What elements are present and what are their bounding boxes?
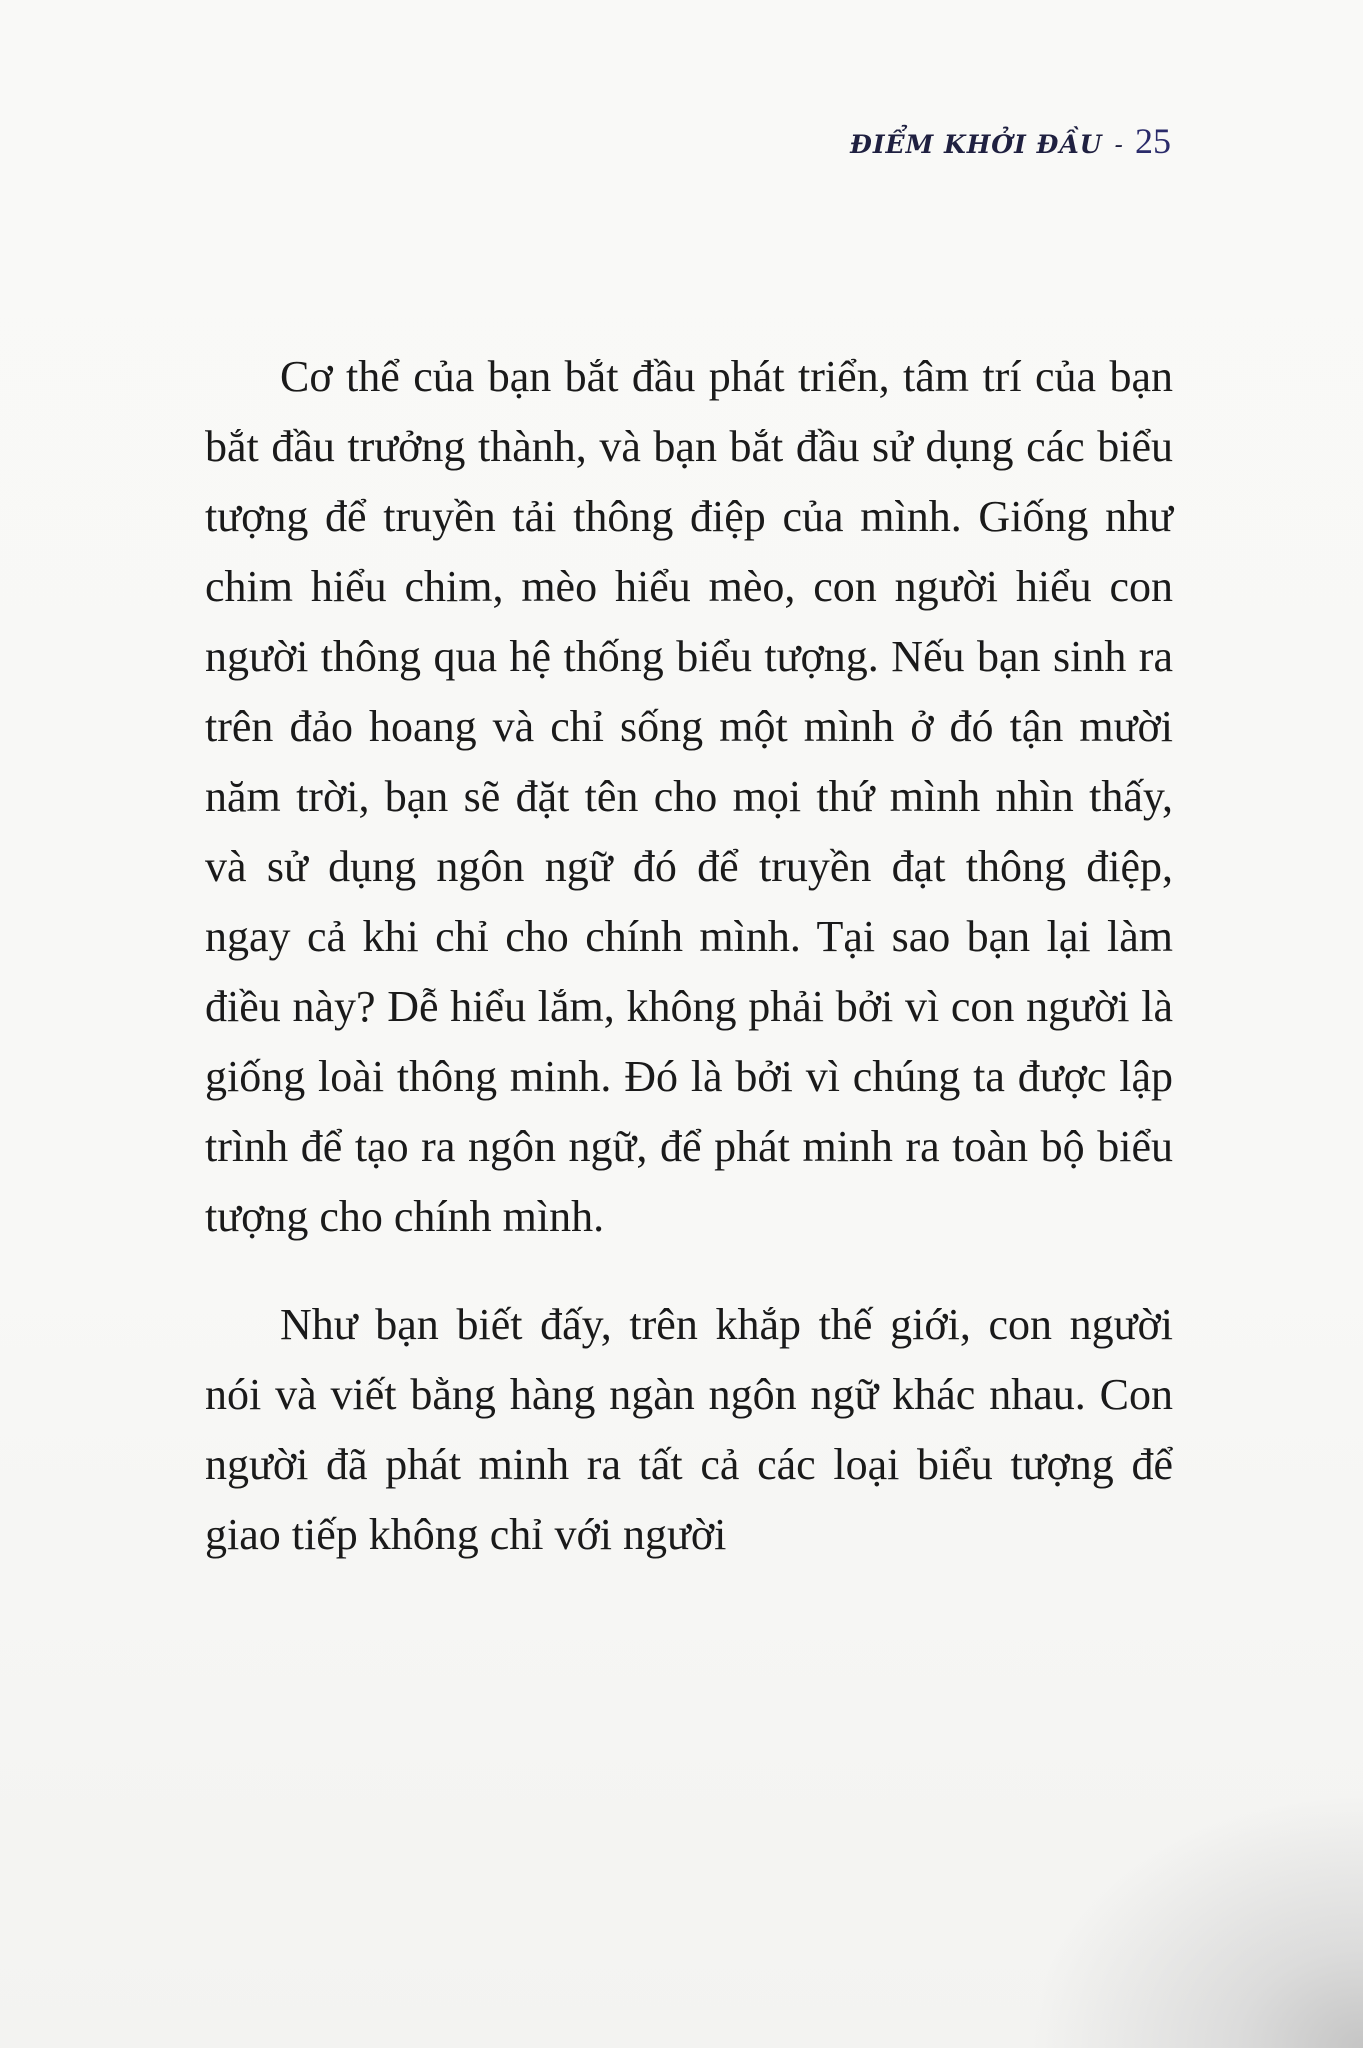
paragraph-2: Như bạn biết đấy, trên khắp thế giới, con người nói và viết bằng hàng ngàn ngôn ngữ khác nhau. Con người đã phát minh ra tất cả các loại biểu tượng để giao tiếp không chỉ với người: [205, 1300, 1173, 1559]
header-separator: -: [1114, 130, 1123, 159]
chapter-title: ĐIỂM KHỞI ĐẦU: [849, 130, 1103, 159]
paragraph-1: Cơ thể của bạn bắt đầu phát triển, tâm trí của bạn bắt đầu trưởng thành, và bạn bắt đầu sử dụng các biểu tượng để truyền tải thông điệp của mình. Giống như chim hiểu chim, mèo hiểu mèo, con người hiểu con người thông qua hệ thống biểu tượng. Nếu bạn sinh ra trên đảo hoang và chỉ sống một mình ở đó tận mười năm trời, bạn sẽ đặt tên cho mọi thứ mình nhìn thấy, và sử dụng ngôn ngữ đó để truyền đạt thông điệp, ngay cả khi chỉ cho chính mình. Tại sao bạn lại làm điều này? Dễ hiểu lắm, không phải bởi vì con người là giống loài thông minh. Đó là bởi vì chúng ta được lập trình để tạo ra ngôn ngữ, để phát minh ra toàn bộ biểu tượng cho chính mình.: [205, 352, 1173, 1241]
page-curl-shadow: [1003, 1768, 1363, 2048]
body-text: [205, 342, 1173, 1570]
running-header: [850, 120, 1171, 162]
page-number: 25: [1135, 121, 1171, 161]
